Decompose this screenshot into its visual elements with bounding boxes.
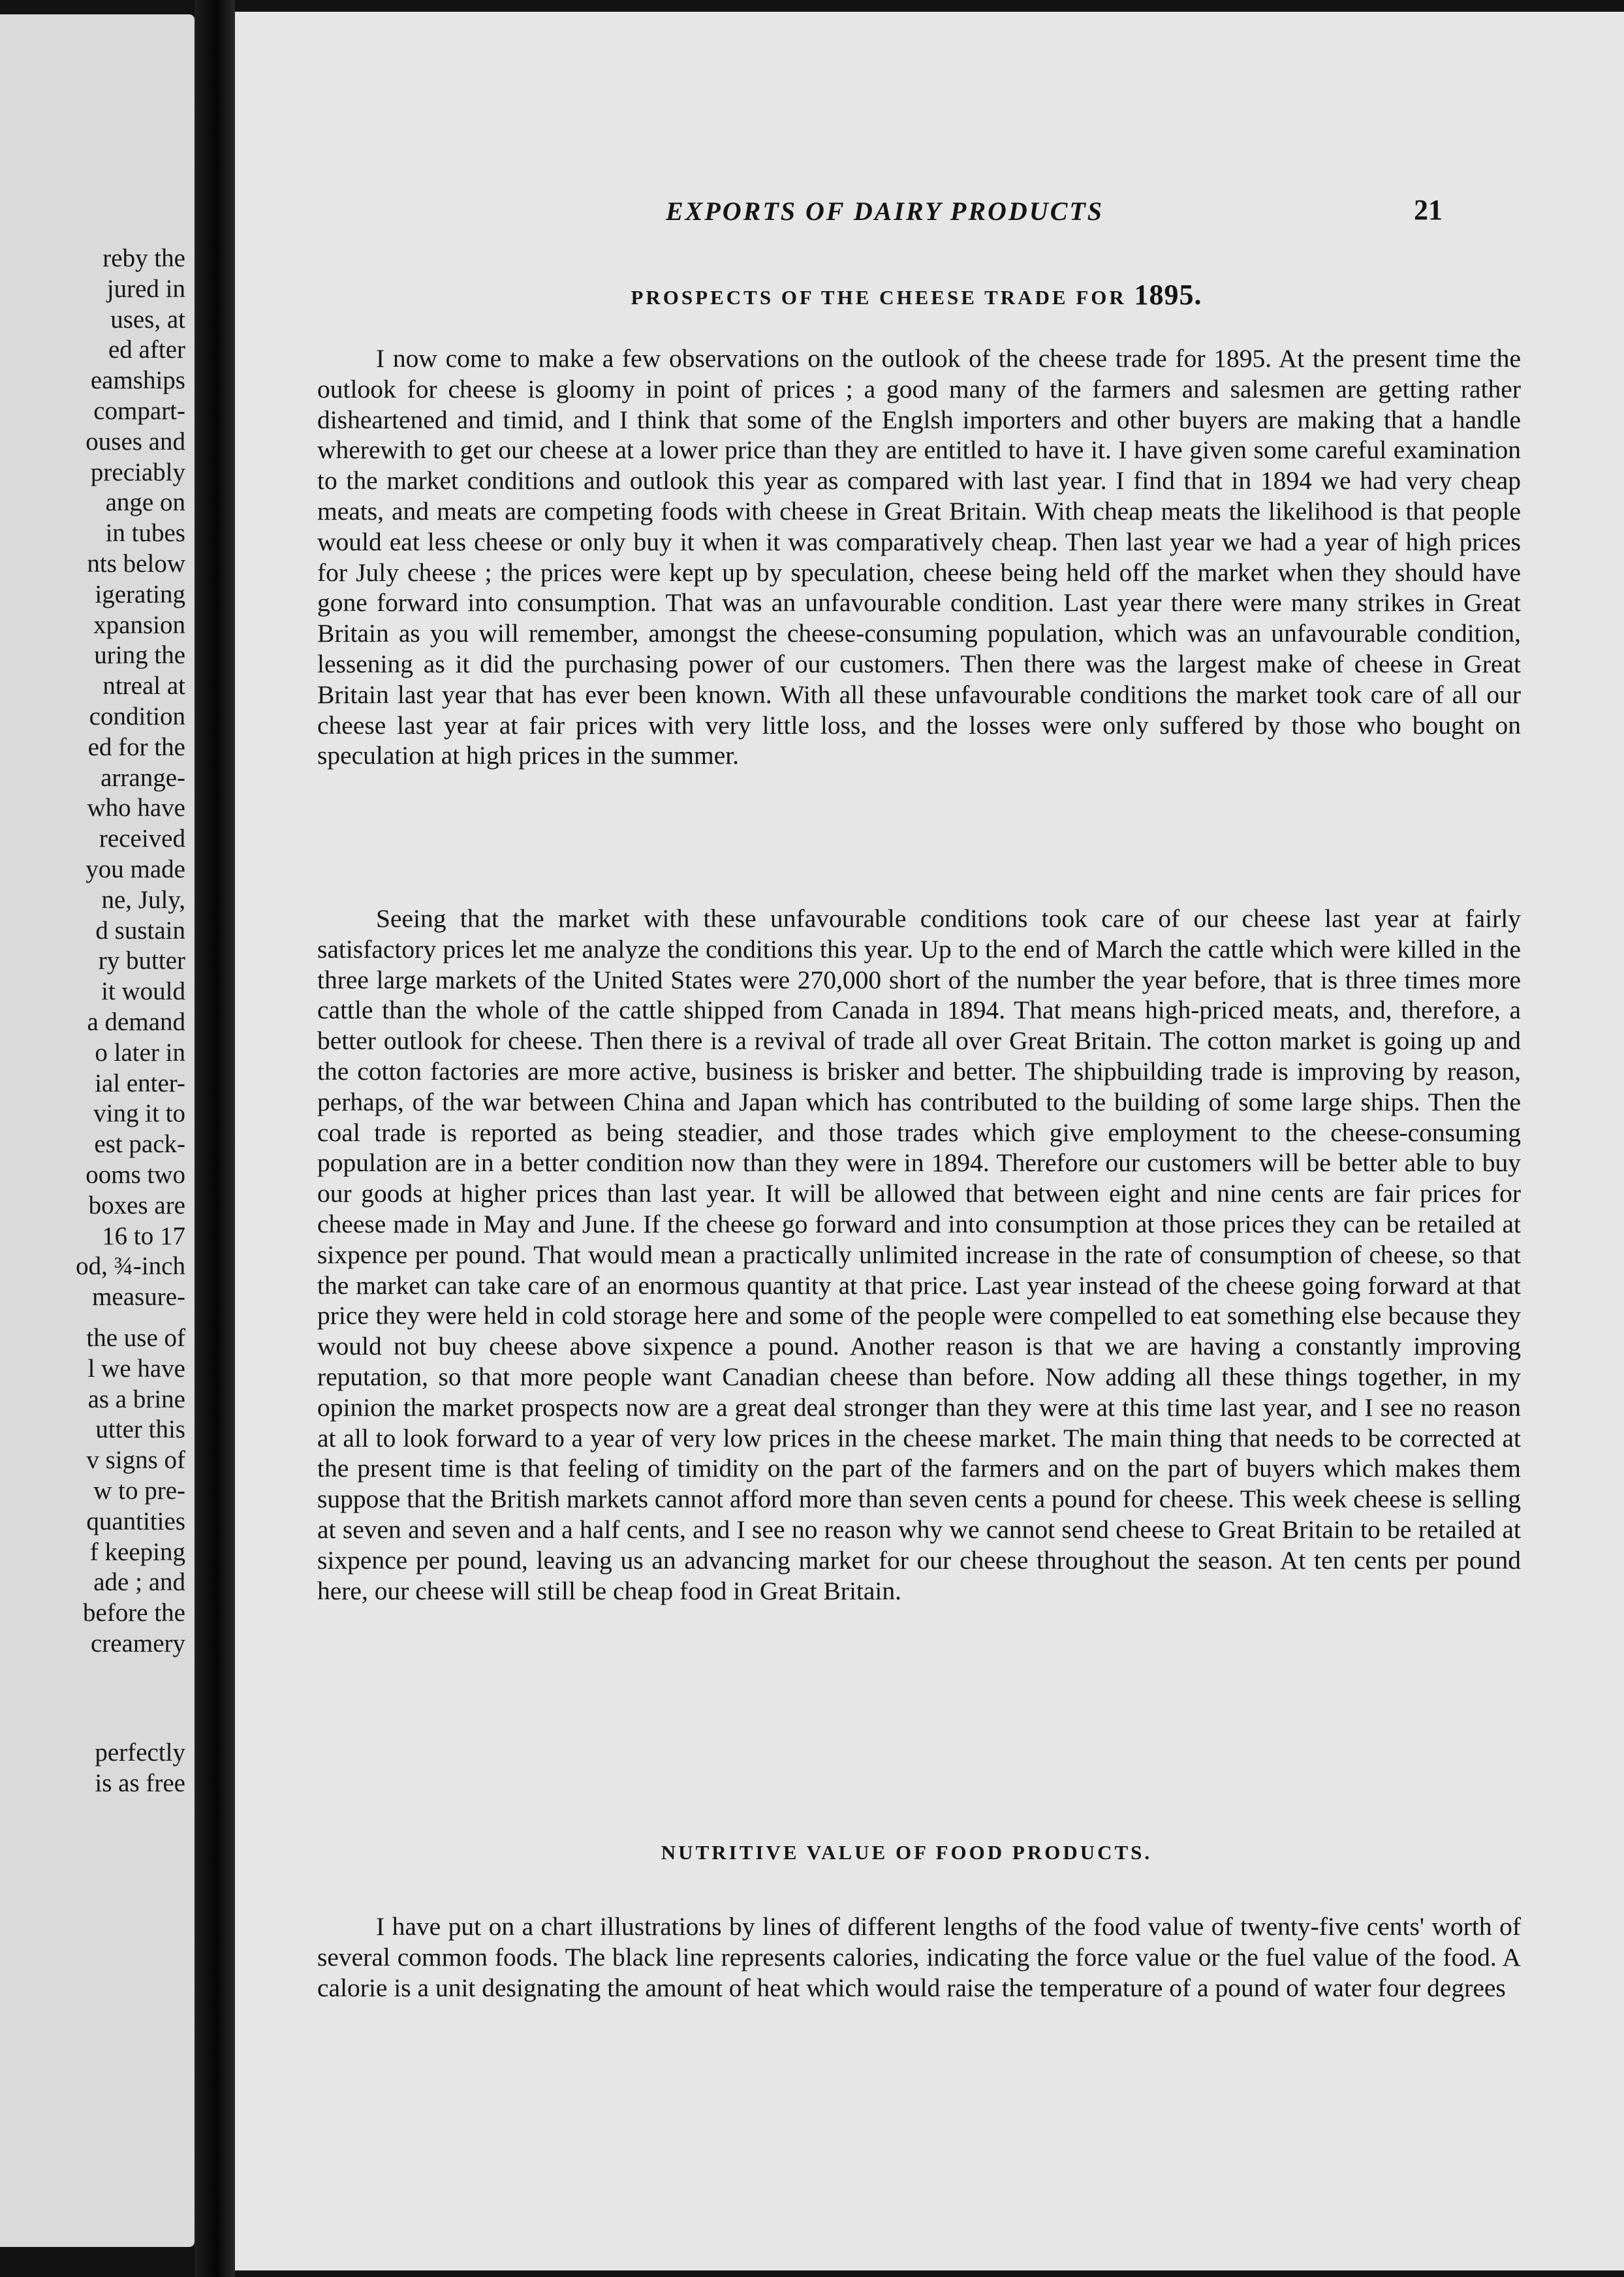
facing-page-line: who have <box>87 794 185 823</box>
facing-page-line: ne, July, <box>101 885 185 914</box>
facing-page-line: the use of <box>86 1324 185 1352</box>
paragraph-nutritive-value: I have put on a chart illustrations by lines of different lengths of the food value of twenty-five cents' worth of several common foods. The black line represents calories, indicating the force value or the fuel value of the food. A calorie is a unit designating the amount of heat which would raise the temperature of a pound of water four degrees <box>317 1912 1521 2002</box>
facing-page-line: reby the <box>102 244 185 272</box>
facing-page-line: jured in <box>106 274 185 303</box>
facing-page-line: igerating <box>95 580 185 608</box>
facing-page-line: d sustain <box>95 916 185 945</box>
facing-page-line: you made <box>86 855 185 883</box>
facing-page-line: measure- <box>92 1283 185 1311</box>
heading-year: 1895. <box>1134 279 1202 311</box>
book-gutter <box>195 0 235 2277</box>
facing-page-line: ade ; and <box>93 1568 185 1597</box>
facing-page-fragment <box>0 14 195 2247</box>
page-number: 21 <box>1414 194 1443 226</box>
facing-page-line: is as free <box>95 1768 185 1797</box>
facing-page-line: boxes are <box>88 1191 185 1219</box>
running-head: EXPORTS OF DAIRY PRODUCTS <box>666 196 1104 226</box>
facing-page-line: preciably <box>90 458 185 486</box>
facing-page-line: o later in <box>95 1038 185 1067</box>
facing-page-line: creamery <box>90 1629 185 1657</box>
facing-page-line: est pack- <box>94 1130 185 1159</box>
facing-page-line: w to pre- <box>93 1477 185 1505</box>
section-heading-nutritive-value: NUTRITIVE VALUE OF FOOD PRODUCTS. <box>661 1841 1153 1864</box>
facing-page-line: condition <box>89 702 185 730</box>
facing-page-line: eamships <box>90 366 185 395</box>
facing-page-line: before the <box>83 1599 185 1627</box>
facing-page-line: utter this <box>95 1415 185 1444</box>
book-page <box>235 12 1624 2270</box>
facing-page-line: ial enter- <box>95 1069 185 1097</box>
section-heading-cheese-trade <box>235 278 1611 311</box>
facing-page-line: l we have <box>87 1354 185 1383</box>
facing-page-line: as a brine <box>87 1385 185 1413</box>
facing-page-line: v signs of <box>86 1446 185 1475</box>
facing-page-line: uring the <box>94 641 185 670</box>
facing-page-line: uses, at <box>110 305 185 334</box>
heading-text: PROSPECTS OF THE CHEESE TRADE FOR <box>631 286 1127 309</box>
facing-page-line: od, ¾-inch <box>76 1252 185 1281</box>
facing-page-line: compart- <box>93 397 185 425</box>
facing-page-line: nts below <box>87 550 185 578</box>
facing-page-line: ange on <box>105 488 185 517</box>
facing-page-line: in tubes <box>105 519 185 548</box>
facing-page-line: xpansion <box>93 610 185 639</box>
paragraph-market-conditions: Seeing that the market with these unfavourable conditions took care of our cheese last year at fairly satisfactory prices let me analyze the conditions this year. Up to the end of March the cattle which were killed in the three large markets of the United States were 270,000 short of the number the year before, that is three times more cattle than the whole of the cattle shipped from Canada in 1894. That means high-priced meats, and, therefore, a better outlook for cheese. Then there is a revival of trade all over Great Britain. The cotton market is going up and the cotton factories are more active, business is brisker and better. The shipbuilding trade is improving by reason, perhaps, of the war between China and Japan which has contributed to the building of some large ships. Then the coal trade is reported as being steadier, and those trades which give employment to the cheese-consuming population are in a better condition now than they were in 1894. Therefore our customers will be better able to buy our goods at higher prices than last year. It will be allowed that between eight and nine cents are fair prices for cheese made in May and June. If the cheese go forward and into consumption at those prices they can be retailed at sixpence per pound. That would mean a practically unlimited increase in the rate of consumption of cheese, so that the market can take care of an enormous quantity at that price. Last year instead of the cheese going forward at that price they were held in cold storage here and some of the people were compelled to eat something else because they would not buy cheese above sixpence a pound. Another reason is that we are having a constantly improving reputation, so that more people want Canadian cheese than before. Now adding all these things together, in my opinion the market prospects now are a great deal stronger than they were at this time last year, and I see no reason at all to look forward to a year of very low prices in the cheese market. The main thing that needs to be corrected at the present time is that feeling of timidity on the part of the farmers and on the part of buyers which makes them suppose that the British markets cannot afford more than seven cents a pound for cheese. This week cheese is selling at seven and seven and a half cents, and I see no reason why we cannot send cheese to Great Britain to be retailed at sixpence per pound, leaving us an advancing market for our cheese throughout the season. At ten cents per pound here, our cheese will still be cheap food in Great Britain. <box>317 904 1521 1605</box>
facing-page-line: 16 to 17 <box>102 1221 185 1250</box>
facing-page-line: perfectly <box>95 1738 185 1767</box>
facing-page-line: ving it to <box>93 1099 185 1128</box>
facing-page-line: ed for the <box>87 732 185 761</box>
facing-page-line: quantities <box>86 1507 185 1535</box>
facing-page-line: ooms two <box>86 1161 185 1189</box>
facing-page-line: received <box>99 824 185 853</box>
facing-page-line: f keeping <box>89 1537 185 1566</box>
facing-page-line: a demand <box>87 1008 185 1036</box>
paragraph-cheese-outlook: I now come to make a few observations on the outlook of the cheese trade for 1895. At the present time the outlook for cheese is gloomy in point of prices ; a good many of the farmers and salesmen are getting rather disheartened and timid, and I think that some of the Englsh importers and other buyers are making that a handle wherewith to get our cheese at a lower price than they are entitled to have it. I have given some careful examination to the market conditions and outlook this year as compared with last year. I find that in 1894 we had very cheap meats, and meats are competing foods with cheese in Great Britain. With cheap meats the likelihood is that people would eat less cheese or only buy it when it was comparatively cheap. Then last year we had a year of high prices for July cheese ; the prices were kept up by speculation, cheese being held off the market when they should have gone forward into consumption. That was an unfavourable condition. Last year there were many strikes in Great Britain as you will remember, amongst the cheese-consuming population, which was an unfavourable condition, lessening as it did the purchasing power of our customers. Then there was the largest make of cheese in Great Britain last year that has ever been known. With all these unfavourable conditions the market took care of all our cheese last year at fair prices with very little loss, and the losses were only suffered by those who bought on speculation at high prices in the summer. <box>317 344 1521 770</box>
facing-page-line: ouses and <box>86 427 185 456</box>
facing-page-line: it would <box>101 977 185 1006</box>
facing-page-line: ry butter <box>98 947 185 975</box>
facing-page-line: ed after <box>108 336 185 364</box>
facing-page-line: arrange- <box>101 763 185 792</box>
facing-page-line: ntreal at <box>102 672 185 700</box>
